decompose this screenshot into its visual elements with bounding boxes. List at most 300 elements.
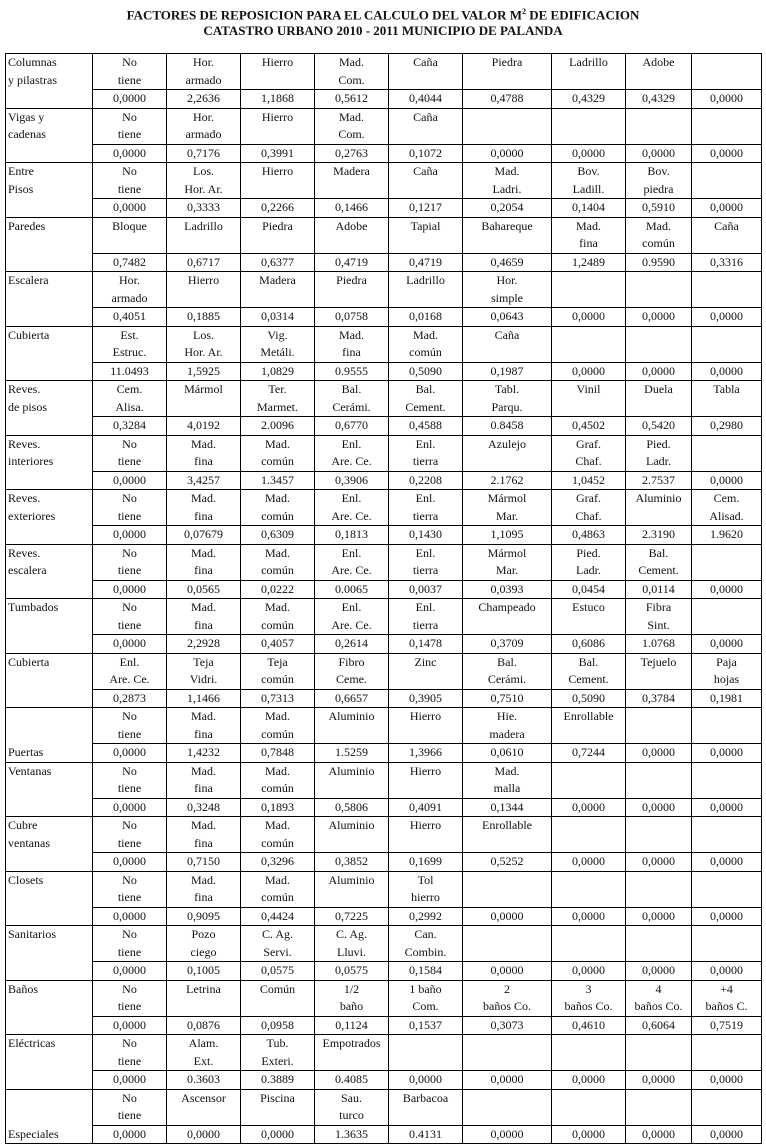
category-cell (6, 871, 93, 926)
factor-value-cell: 0,0000 (93, 526, 167, 545)
factor-value-cell: 0,5090 (389, 362, 463, 381)
option-label: fina (194, 617, 213, 632)
option-label: Hierro (409, 763, 442, 778)
option-label: No (122, 1036, 137, 1050)
option-label: Los. (193, 164, 214, 178)
factor-value-cell: 0,4719 (389, 253, 463, 272)
option-cell (241, 163, 315, 199)
factor-value-cell: 0,7150 (167, 853, 241, 872)
option-cell (463, 708, 552, 744)
option-label: No (122, 55, 137, 69)
category-cell (6, 326, 93, 381)
table-row-values (6, 689, 762, 708)
factor-value-cell: 0,3906 (315, 471, 389, 490)
option-label: Mad. (265, 600, 290, 614)
option-label: Piedra (262, 218, 293, 233)
factor-value-cell: 0,4091 (389, 798, 463, 817)
option-label: común (261, 563, 294, 577)
factor-value-cell: 0,0000 (692, 744, 762, 763)
option-cell (389, 762, 463, 798)
option-cell (463, 926, 552, 962)
option-label: Zinc (414, 654, 437, 669)
option-label: Hierro (187, 273, 220, 287)
option-label: Cerámi. (487, 672, 527, 686)
option-label: ciego (190, 944, 217, 959)
table-row-options (6, 599, 762, 635)
factor-value-cell: 0,2208 (389, 471, 463, 490)
option-label: Ladrillo (569, 55, 608, 69)
factor-value-cell: 0,0000 (552, 853, 626, 872)
option-label: Hierro (409, 709, 442, 723)
option-label: tiene (117, 508, 142, 523)
option-cell (167, 435, 241, 471)
option-label: armado (185, 72, 222, 87)
factor-value-cell: 0,0037 (389, 580, 463, 599)
category-label: Vigas y (8, 109, 45, 124)
option-label: Mad. (265, 545, 290, 560)
factor-value-cell: 2.7537 (626, 471, 692, 490)
table-row-values (6, 90, 762, 109)
option-label: tiene (117, 181, 142, 196)
option-cell (241, 980, 315, 1016)
option-label: Are. Ce. (109, 672, 150, 686)
option-label: Duela (644, 382, 673, 396)
category-label: Cubierta (8, 327, 50, 342)
option-cell (315, 980, 389, 1016)
option-cell (692, 980, 762, 1016)
factor-value-cell: 0,1537 (389, 1016, 463, 1035)
factor-value-cell: 0,0000 (692, 199, 762, 218)
category-label: Reves. (8, 545, 41, 560)
table-row-options (6, 926, 762, 962)
table-row-options (6, 326, 762, 362)
option-cell (315, 871, 389, 907)
option-cell (389, 54, 463, 90)
option-cell (626, 435, 692, 471)
option-cell (626, 762, 692, 798)
option-cell (626, 490, 692, 526)
category-label: Tumbados (8, 600, 59, 614)
replacement-factors-table (5, 53, 762, 1144)
category-label: escalera (8, 563, 47, 577)
option-label: Mármol (487, 545, 527, 560)
option-cell (389, 435, 463, 471)
table-row-values (6, 853, 762, 872)
option-cell (315, 272, 389, 308)
factor-value-cell: 0,0222 (241, 580, 315, 599)
option-cell (93, 54, 167, 90)
factor-value-cell: 0,0000 (692, 580, 762, 599)
option-label: No (122, 164, 137, 178)
factor-value-cell: 0,3991 (241, 144, 315, 163)
option-cell (692, 54, 762, 90)
option-cell (552, 1035, 626, 1071)
option-cell (389, 326, 463, 362)
option-label: Enl. (341, 545, 362, 560)
factor-value-cell: 0,4051 (93, 308, 167, 327)
option-label: Ladri. (492, 181, 522, 196)
option-label: Mad. (265, 709, 290, 723)
factor-value-cell: 0,0000 (626, 744, 692, 763)
option-cell (315, 1089, 389, 1125)
category-label: Baños (8, 981, 38, 996)
option-label: Enl. (341, 600, 362, 614)
option-cell (167, 980, 241, 1016)
option-label: No (122, 600, 137, 614)
table-row-options (6, 762, 762, 798)
option-label: Tabl. (494, 382, 520, 396)
table-row-values (6, 744, 762, 763)
factor-value-cell: 0,0000 (692, 144, 762, 163)
option-label: Combin. (404, 944, 447, 959)
table-row-options (6, 108, 762, 144)
option-cell (167, 708, 241, 744)
table-body (6, 54, 762, 1144)
factor-value-cell: 0,0000 (93, 1016, 167, 1035)
option-label: Vidri. (189, 672, 218, 686)
factor-value-cell: 0,4424 (241, 907, 315, 926)
option-label: común (261, 890, 294, 904)
factor-value-cell: 0,4659 (463, 253, 552, 272)
option-cell (463, 435, 552, 471)
factor-value-cell: 0,0114 (626, 580, 692, 599)
option-label: Bal. (415, 382, 436, 396)
factor-value-cell: 1,2489 (552, 253, 626, 272)
option-label: común (261, 835, 294, 850)
factor-value-cell: 0,5420 (626, 417, 692, 436)
option-cell (552, 381, 626, 417)
factor-value-cell: 0,0958 (241, 1016, 315, 1035)
factor-value-cell: 0,3248 (167, 798, 241, 817)
option-label: Cem. (713, 491, 740, 505)
option-label: Bahareque (481, 218, 533, 233)
option-cell (552, 653, 626, 689)
option-label: Mad. (265, 872, 290, 887)
factor-value-cell: 0,0000 (692, 907, 762, 926)
option-cell (552, 326, 626, 362)
option-label: Mad. (191, 709, 216, 723)
category-label: ventanas (8, 835, 50, 850)
option-label: 3 (585, 981, 592, 996)
option-label: tiene (117, 563, 142, 577)
category-label: Reves. (8, 491, 41, 505)
option-label: Bloque (112, 218, 147, 233)
option-cell (389, 599, 463, 635)
option-label: Caña (413, 109, 438, 124)
option-label: Ladrillo (184, 218, 223, 233)
option-label: Hor. (119, 273, 140, 287)
factor-value-cell: 1,1095 (463, 526, 552, 545)
category-label: Sanitarios (8, 927, 56, 941)
option-label: Enl. (341, 436, 362, 451)
option-cell (93, 490, 167, 526)
option-label: Hor. Ar. (184, 181, 223, 196)
table-row-options (6, 708, 762, 744)
option-label: Mad. (191, 600, 216, 614)
option-cell (626, 653, 692, 689)
factor-value-cell: 0,1885 (167, 308, 241, 327)
option-label: fina (194, 563, 213, 577)
option-label: Tol (417, 872, 434, 887)
option-label: Caña (413, 55, 438, 69)
option-label: Mad. (265, 818, 290, 832)
factor-value-cell: 0,0610 (463, 744, 552, 763)
option-cell (241, 381, 315, 417)
category-label: y pilastras (8, 72, 57, 87)
option-cell (692, 599, 762, 635)
category-label: Puertas (8, 745, 44, 759)
option-cell (463, 163, 552, 199)
category-label: de pisos (8, 399, 47, 414)
option-label: Bal. (648, 545, 669, 560)
factor-value-cell: 1,1868 (241, 90, 315, 109)
option-label: Exteri. (261, 1053, 294, 1068)
option-label: Mad. (191, 491, 216, 505)
table-row-values (6, 417, 762, 436)
option-cell (241, 272, 315, 308)
factor-value-cell: 0,0000 (692, 853, 762, 872)
table-row-values (6, 526, 762, 545)
option-cell (463, 1089, 552, 1125)
option-cell (626, 926, 692, 962)
option-cell (463, 54, 552, 90)
factor-value-cell: 0,0000 (552, 144, 626, 163)
factor-value-cell: 0,0000 (463, 907, 552, 926)
factor-value-cell: 0,0000 (93, 144, 167, 163)
factor-value-cell: 0,7510 (463, 689, 552, 708)
option-label: Com. (412, 999, 439, 1013)
option-cell (692, 163, 762, 199)
option-label: Cerámi. (332, 399, 371, 414)
option-cell (626, 326, 692, 362)
factor-value-cell: 0,2763 (315, 144, 389, 163)
option-label: Mad. (494, 164, 520, 178)
option-label: Mar. (495, 563, 519, 577)
option-label: Mad. (646, 218, 671, 233)
title-line-2: CATASTRO URBANO 2010 - 2011 MUNICIPIO DE PALANDA (203, 23, 563, 39)
option-cell (626, 54, 692, 90)
factor-value-cell: 0,1987 (463, 362, 552, 381)
factor-value-cell: 1,3966 (389, 744, 463, 763)
option-cell (552, 272, 626, 308)
category-label: Reves. (8, 436, 41, 451)
option-label: fina (194, 835, 213, 850)
option-label: Enl. (415, 436, 436, 451)
factor-value-cell: 0.9590 (626, 253, 692, 272)
factor-value-cell: 0,1124 (315, 1016, 389, 1035)
category-label: interiores (8, 454, 54, 468)
factor-value-cell: 0,0000 (692, 471, 762, 490)
option-label: Hor. (193, 109, 214, 124)
option-label: Mármol (487, 491, 527, 505)
option-cell (389, 1089, 463, 1125)
factor-value-cell: 0,7848 (241, 744, 315, 763)
factor-value-cell: 0,6086 (552, 635, 626, 654)
factor-value-cell: 0,1430 (389, 526, 463, 545)
option-cell (93, 544, 167, 580)
factor-value-cell: 0,3073 (463, 1016, 552, 1035)
option-label: tiene (117, 72, 142, 87)
option-label: tierra (412, 617, 439, 632)
option-cell (167, 217, 241, 253)
factor-value-cell: 0.8458 (463, 417, 552, 436)
factor-value-cell: 0,3333 (167, 199, 241, 218)
factor-value-cell: 1.0768 (626, 635, 692, 654)
option-label: Alisa. (115, 399, 144, 414)
option-cell (552, 599, 626, 635)
category-cell (6, 653, 93, 708)
option-cell (692, 381, 762, 417)
factor-value-cell: 0,0000 (692, 635, 762, 654)
option-label: tiene (117, 890, 142, 904)
option-label: baños C. (705, 999, 748, 1013)
factor-value-cell: 0,6717 (167, 253, 241, 272)
factor-value-cell: 0,6657 (315, 689, 389, 708)
option-cell (167, 871, 241, 907)
option-label: Cement. (568, 672, 609, 686)
factor-value-cell: 1,5925 (167, 362, 241, 381)
option-label: Ladrillo (406, 273, 445, 287)
category-label: Cubierta (8, 654, 50, 669)
table-row-values (6, 362, 762, 381)
option-cell (389, 871, 463, 907)
factor-value-cell: 0,07679 (167, 526, 241, 545)
option-label: Marmet. (257, 399, 298, 414)
factor-value-cell: 0,2873 (93, 689, 167, 708)
category-label: Especiales (8, 1126, 59, 1141)
factor-value-cell: 0,4788 (463, 90, 552, 109)
option-label: turco (339, 1108, 364, 1122)
option-label: Hierro (261, 164, 294, 178)
option-label: C. Ag. (335, 927, 367, 941)
table-row-options (6, 54, 762, 90)
option-label: Mad. (191, 818, 216, 832)
factor-value-cell: 0,3284 (93, 417, 167, 436)
factor-value-cell: 0,0000 (552, 798, 626, 817)
option-cell (167, 1089, 241, 1125)
option-label: No (122, 709, 137, 723)
table-row-values (6, 635, 762, 654)
option-cell (93, 272, 167, 308)
option-label: Servi. (263, 944, 292, 959)
option-cell (167, 1035, 241, 1071)
option-label: Aluminio (328, 709, 375, 723)
option-label: Mad. (265, 491, 290, 505)
option-label: piedra (643, 181, 674, 196)
title-line-1-text: FACTORES DE REPOSICION PARA EL CALCULO DEL VALOR M (126, 7, 522, 23)
option-label: Mad. (191, 545, 216, 560)
option-label: baños Co. (634, 999, 683, 1013)
option-label: Fibra (645, 600, 672, 614)
option-cell (389, 381, 463, 417)
option-cell (692, 653, 762, 689)
option-label: No (122, 872, 137, 887)
option-cell (167, 381, 241, 417)
category-cell (6, 272, 93, 327)
option-label: Hor. (193, 55, 214, 69)
option-cell (93, 653, 167, 689)
factor-value-cell: 1,4232 (167, 744, 241, 763)
option-label: No (122, 927, 137, 941)
option-label: Adobe (335, 218, 368, 233)
option-cell (692, 871, 762, 907)
factor-value-cell: 3,4257 (167, 471, 241, 490)
factor-value-cell: 0,0000 (692, 308, 762, 327)
factor-value-cell: 0,5612 (315, 90, 389, 109)
factor-value-cell: 0,0000 (626, 798, 692, 817)
option-cell (241, 217, 315, 253)
option-label: fina (342, 345, 361, 359)
factor-value-cell: 0,0000 (93, 798, 167, 817)
option-label: Are. Ce. (331, 454, 372, 468)
table-row-options (6, 1035, 762, 1071)
option-label: No (122, 1090, 137, 1105)
option-cell (692, 435, 762, 471)
option-cell (315, 653, 389, 689)
option-label: Hierro (261, 109, 294, 124)
factor-value-cell: 0,7225 (315, 907, 389, 926)
option-label: Aluminio (635, 491, 682, 505)
option-label: fina (194, 454, 213, 468)
option-cell (463, 762, 552, 798)
option-label: Fibro (338, 654, 365, 669)
option-label: tiene (117, 127, 142, 141)
option-cell (463, 653, 552, 689)
option-label: Enrollable (563, 709, 614, 723)
option-label: Metáli. (260, 345, 295, 359)
factor-value-cell: 0,0000 (93, 744, 167, 763)
option-label: común (261, 672, 294, 686)
factor-value-cell: 0,0575 (241, 962, 315, 981)
factor-value-cell: 0,0643 (463, 308, 552, 327)
option-label: Are. Ce. (331, 508, 372, 523)
option-cell (552, 54, 626, 90)
factor-value-cell: 0,2992 (389, 907, 463, 926)
option-label: Cement. (405, 399, 446, 414)
table-row-options (6, 490, 762, 526)
option-label: tiene (117, 454, 142, 468)
option-cell (692, 490, 762, 526)
option-label: Bal. (578, 654, 599, 669)
option-cell (552, 544, 626, 580)
option-cell (93, 599, 167, 635)
factor-value-cell: 1.3457 (241, 471, 315, 490)
table-row-values (6, 1125, 762, 1144)
table-row-values (6, 144, 762, 163)
option-cell (692, 817, 762, 853)
option-label: Enl. (415, 600, 436, 614)
option-label: 1 baño (409, 981, 442, 996)
option-cell (552, 435, 626, 471)
option-label: fina (194, 890, 213, 904)
table-row-values (6, 962, 762, 981)
option-cell (167, 926, 241, 962)
option-cell (389, 544, 463, 580)
option-label: Mad. (413, 327, 438, 342)
option-cell (389, 272, 463, 308)
category-cell (6, 435, 93, 490)
option-cell (692, 708, 762, 744)
factor-value-cell: 0,0000 (626, 853, 692, 872)
option-label: tiene (117, 1053, 142, 1068)
option-label: Piscina (260, 1090, 295, 1105)
factor-value-cell: 1.3635 (315, 1125, 389, 1144)
option-label: Barbacoa (402, 1090, 449, 1105)
option-cell (241, 1089, 315, 1125)
option-cell (93, 980, 167, 1016)
option-label: Pozo (191, 927, 216, 941)
factor-value-cell: 0,0876 (167, 1016, 241, 1035)
